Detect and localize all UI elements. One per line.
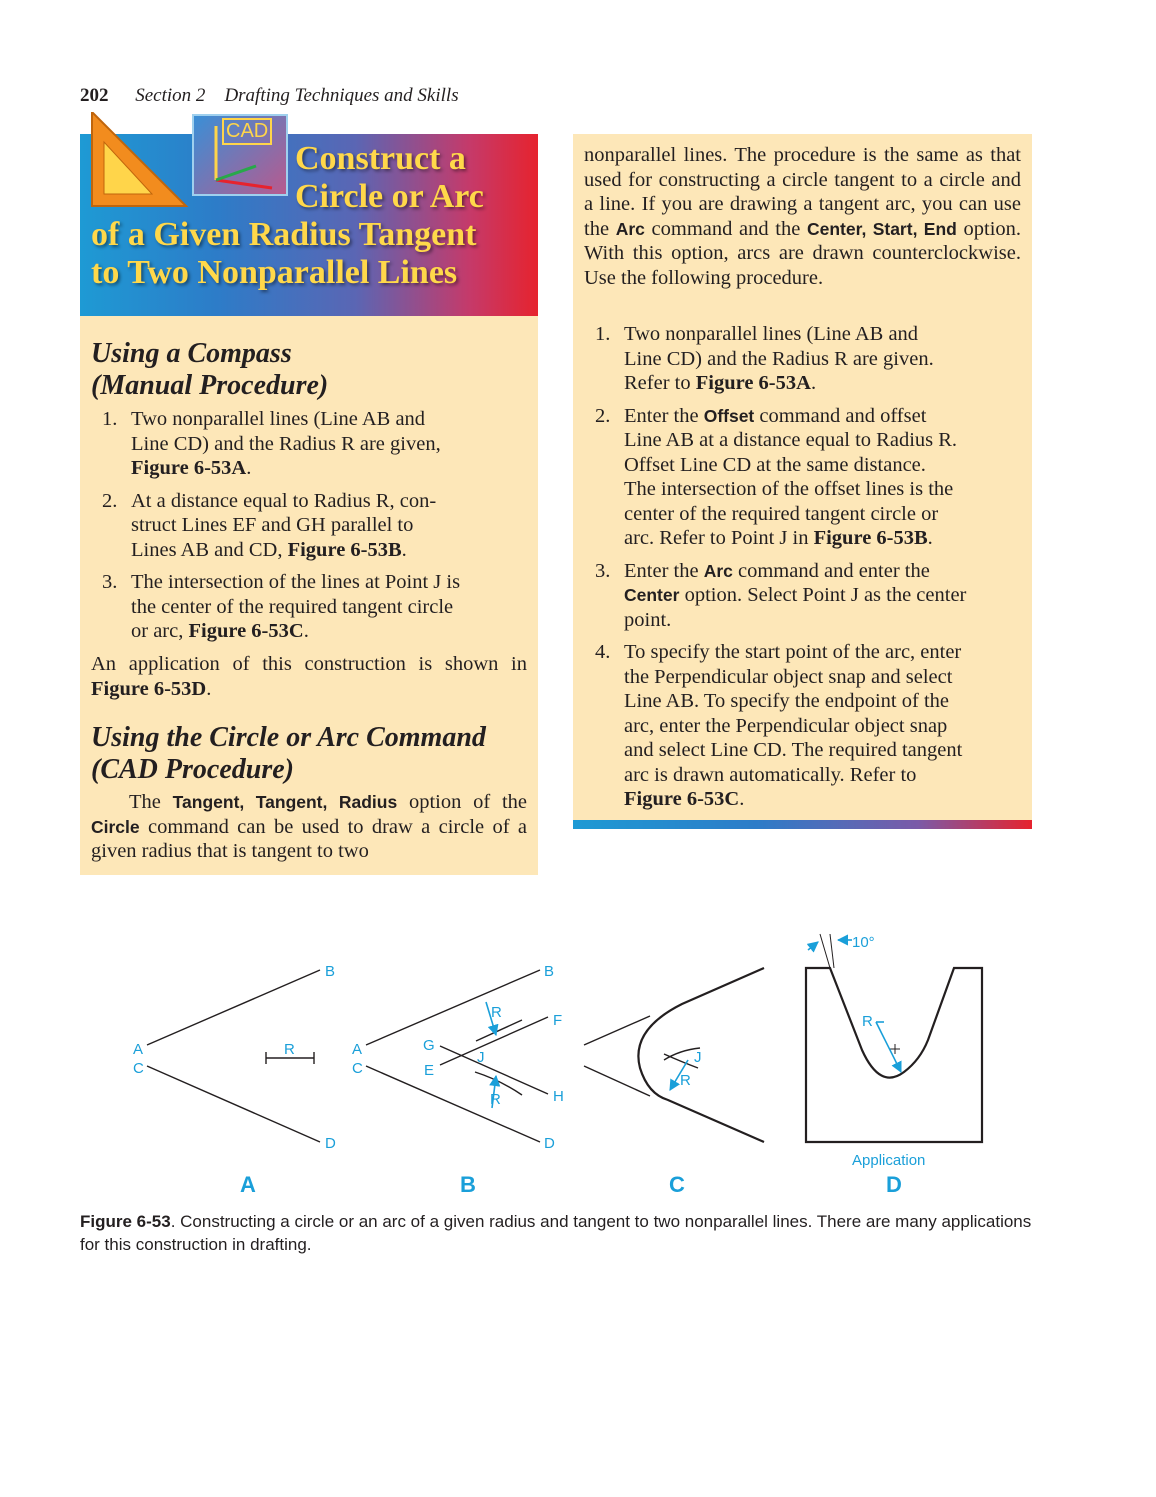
title-banner bbox=[80, 120, 538, 316]
figure-caption: Figure 6-53. Constructing a circle or an arc of a given radius and tangent to two nonparallel lines. There are many applications for this construction in drafting. bbox=[80, 1212, 1032, 1254]
right-panel-gradient-bar bbox=[573, 820, 1032, 829]
cad-step-2: 2. Enter the Offset command and offset Line AB at a distance equal to Radius R. Offset Line CD at the same distance. The intersection of the offset lines is the center of the required tangent circle or arc. Refer to Point J in Figure 6-53B. bbox=[595, 404, 958, 549]
panel-label-d: D bbox=[886, 1172, 902, 1197]
line-ab-a bbox=[147, 970, 320, 1045]
label-j-c: J bbox=[694, 1049, 702, 1066]
cad-continued-paragraph: nonparallel lines. The procedure is the same as that used for constructing a circle tangent to a circle and a line. If you are drawing a tangent arc, you can use the Arc command and the Center, Start, End option. With this option, arcs are drawn counterclockwise. Use the following procedure. bbox=[584, 144, 1022, 289]
page-number: 202 bbox=[80, 85, 109, 106]
cad-step-3: 3. Enter the Arc command and enter the Center option. Select Point J as the center point. bbox=[595, 559, 967, 631]
application-part-d bbox=[806, 968, 982, 1142]
cad-heading: Using the Circle or Arc Command (CAD Procedure) bbox=[91, 722, 486, 785]
manual-step-3: 3. The intersection of the lines at Point J is the center of the required tangent circle or arc, Figure 6-53C. bbox=[102, 571, 461, 642]
label-h: H bbox=[553, 1088, 564, 1105]
manual-step-2: 2. At a distance equal to Radius R, con- struct Lines EF and GH parallel to Lines AB and CD, Figure 6-53B. bbox=[102, 489, 437, 561]
line-cd-b bbox=[366, 1066, 540, 1142]
label-b-b: B bbox=[544, 963, 555, 980]
application-label: Application bbox=[852, 1152, 926, 1169]
angle-label: 10° bbox=[852, 934, 875, 951]
banner-title-line-3: of a Given Radius Tangent bbox=[91, 216, 477, 253]
figure-6-53 bbox=[0, 920, 1156, 1200]
label-r-a: R bbox=[284, 1041, 295, 1058]
cad-intro-paragraph: The Tangent, Tangent, Radius option of the Circle command can be used to draw a circle of a given radius that is tangent to two bbox=[91, 791, 528, 862]
cad-steps bbox=[584, 322, 1029, 820]
manual-steps bbox=[91, 407, 531, 652]
label-b-a: B bbox=[325, 963, 336, 980]
line-ab-b bbox=[366, 970, 540, 1045]
label-d-b: D bbox=[544, 1135, 555, 1152]
label-g: G bbox=[423, 1037, 435, 1054]
label-r-b-bot: R bbox=[490, 1091, 501, 1108]
label-a-b: A bbox=[352, 1041, 363, 1058]
running-header bbox=[80, 85, 459, 107]
panel-label-a: A bbox=[240, 1172, 256, 1197]
label-c-b: C bbox=[352, 1060, 363, 1077]
label-r-d: R bbox=[862, 1013, 873, 1030]
banner-title-line-1: Construct a bbox=[295, 140, 466, 177]
cad-step-4: 4. To specify the start point of the arc, enter the Perpendicular object snap and select Line AB. To specify the endpoint of the arc, enter the Perpendicular object snap and select Line CD. The required tangent arc is drawn automatically. Refer to Figure 6-53C. bbox=[595, 641, 963, 810]
label-j-b: J bbox=[477, 1049, 485, 1066]
panel-label-b: B bbox=[460, 1172, 476, 1197]
banner-title-line-4: to Two Nonparallel Lines bbox=[91, 254, 458, 291]
cad-logo-icon: CAD bbox=[192, 114, 288, 196]
label-r-b-top: R bbox=[491, 1004, 502, 1021]
label-f: F bbox=[553, 1012, 563, 1029]
cad-step-1: 1. Two nonparallel lines (Line AB and Line CD) and the Radius R are given. Refer to Figure 6-53A. bbox=[595, 323, 934, 394]
label-r-c: R bbox=[680, 1072, 691, 1089]
line-ef-b bbox=[440, 1017, 548, 1065]
banner-title-line-2: Circle or Arc bbox=[295, 178, 484, 215]
panel-label-c: C bbox=[669, 1172, 685, 1197]
label-e: E bbox=[424, 1062, 435, 1079]
label-a-a: A bbox=[133, 1041, 144, 1058]
section-label: Section 2 Drafting Techniques and Skills bbox=[135, 85, 459, 106]
manual-step-1: 1. Two nonparallel lines (Line AB and Line CD) and the Radius R are given, Figure 6-53A. bbox=[102, 408, 441, 479]
label-d-a: D bbox=[325, 1135, 336, 1152]
application-paragraph: An application of this construction is shown in Figure 6-53D. bbox=[91, 653, 527, 700]
manual-heading: Using a Compass (Manual Procedure) bbox=[91, 338, 329, 401]
label-c-a: C bbox=[133, 1060, 144, 1077]
line-cd-a bbox=[147, 1066, 320, 1142]
